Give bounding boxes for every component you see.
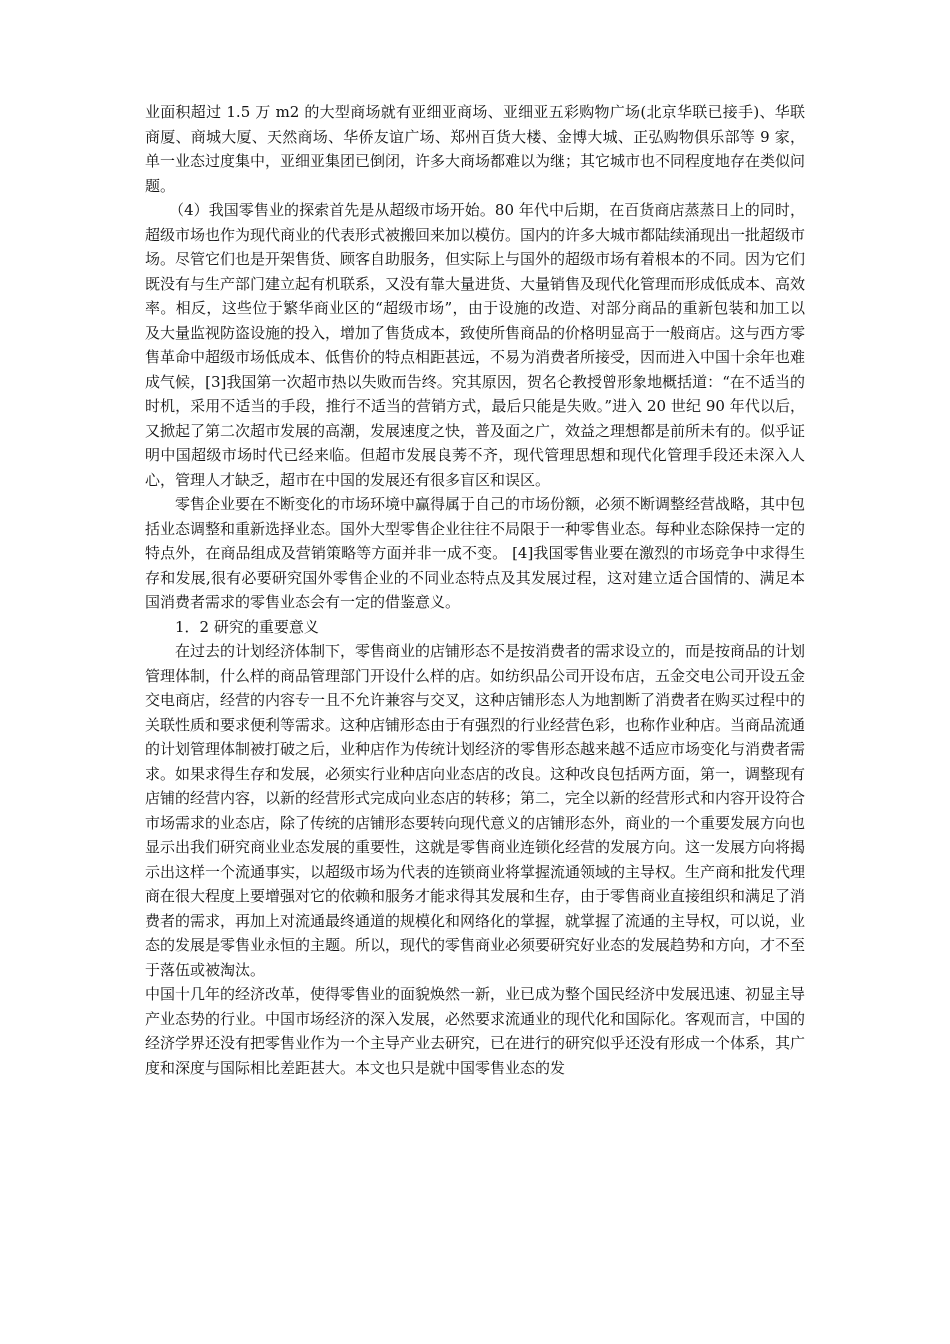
paragraph-economic-reform: 中国十几年的经济改革，使得零售业的面貌焕然一新，业已成为整个国民经济中发展迅速、初显主导产业态势的行业。中国市场经济的深入发展，必然要求流通业的现代化和国际化。客观而言，中国的经济学界还没有把零售业作为一个主导产业去研究，已在进行的研究似乎还没有形成一个体系，其广度和深度与国际相比差距甚大。本文也只是就中国零售业态的发 <box>145 985 806 1077</box>
paragraph-research-significance: 在过去的计划经济体制下，零售商业的店铺形态不是按消费者的需求设立的，而是按商品的计划管理体制，什么样的商品管理部门开设什么样的店。如纺织品公司开设布店，五金交电公司开设五金交电商店，经营的内容专一且不允许兼容与交叉，这种店铺形态人为地割断了消费者在购买过程中的关联性质和要求便利等需求。这种店铺形态由于有强烈的行业经营色彩，也称作业种店。当商品流通的计划管理体制被打破之后，业种店作为传统计划经济的零售形态越来越不适应市场变化与消费者需求。如果求得生存和发展，必须实行业种店向业态店的改良。这种改良包括两方面，第一，调整现有店铺的经营内容，以新的经营形式完成向业态店的转移；第二，完全以新的经营形式和内容开设符合市场需求的业态店，除了传统的店铺形态要转向现代意义的店铺形态外，商业的一个重要发展方向也显示出我们研究商业业态发展的重要性，这就是零售商业连锁化经营的发展方向。这一发展方向将揭示出这样一个流通事实，以超级市场为代表的连锁商业将掌握流通领域的主导权。生产商和批发代理商在很大程度上要增强对它的依赖和服务才能求得其发展和生存，由于零售商业直接组织和满足了消费者的需求，再加上对流通最终通道的规模化和网络化的掌握，就掌握了流通的主导权，可以说，业态的发展是零售业永恒的主题。所以，现代的零售商业必须要研究好业态的发展趋势和方向，才不至于落伍或被淘汰。 <box>145 642 806 979</box>
section-heading: 1．2 研究的重要意义 <box>175 617 319 636</box>
document-body <box>145 100 805 1080</box>
paragraph-continuation: 业面积超过 1.5 万 m2 的大型商场就有亚细亚商场、亚细亚五彩购物广场(北京华联已接手)、华联商厦、商城大厦、天然商场、华侨友谊广场、郑州百货大楼、金博大城、正弘购物俱乐部等 9 家，单一业态过度集中，亚细亚集团已倒闭，许多大商场都难以为继；其它城市也不同程度地存在类似问题。 <box>145 103 806 195</box>
paragraph-retail-strategy: 零售企业要在不断变化的市场环境中赢得属于自己的市场份额，必须不断调整经营战略，其中包括业态调整和重新选择业态。国外大型零售企业往往不局限于一种零售业态。每种业态除保持一定的特点外，在商品组成及营销策略等方面并非一成不变。 [4]我国零售业要在激烈的市场竞争中求得生存和发展,很有必要研究国外零售企业的不同业态特点及其发展过程，这对建立适合国情的、满足本国消费者需求的零售业态会有一定的借鉴意义。 <box>145 495 806 611</box>
paragraph-supermarket-exploration: （4）我国零售业的探索首先是从超级市场开始。80 年代中后期，在百货商店蒸蒸日上的同时，超级市场也作为现代商业的代表形式被搬回来加以模仿。国内的许多大城市都陆续涌现出一批超级市场。尽管它们也是开架售货、顾客自助服务，但实际上与国外的超级市场有着根本的不同。因为它们既没有与生产部门建立起有机联系，又没有靠大量进货、大量销售及现代化管理而形成低成本、高效率。相反，这些位于繁华商业区的“超级市场”，由于设施的改造、对部分商品的重新包装和加工以及大量监视防盗设施的投入，增加了售货成本，致使所售商品的价格明显高于一般商店。这与西方零售革命中超级市场低成本、低售价的特点相距甚远，不易为消费者所接受，因而进入中国十余年也难成气候，[3]我国第一次超市热以失败而告终。究其原因，贺名仑教授曾形象地概括道：“在不适当的时机，采用不适当的手段，推行不适当的营销方式，最后只能是失败。”进入 20 世纪 90 年代以后，又掀起了第二次超市发展的高潮，发展速度之快，普及面之广，效益之理想都是前所未有的。似乎证明中国超级市场时代已经来临。但超市发展良莠不齐，现代管理思想和现代化管理手段还未深入人心，管理人才缺乏，超市在中国的发展还有很多盲区和误区。 <box>145 201 806 489</box>
